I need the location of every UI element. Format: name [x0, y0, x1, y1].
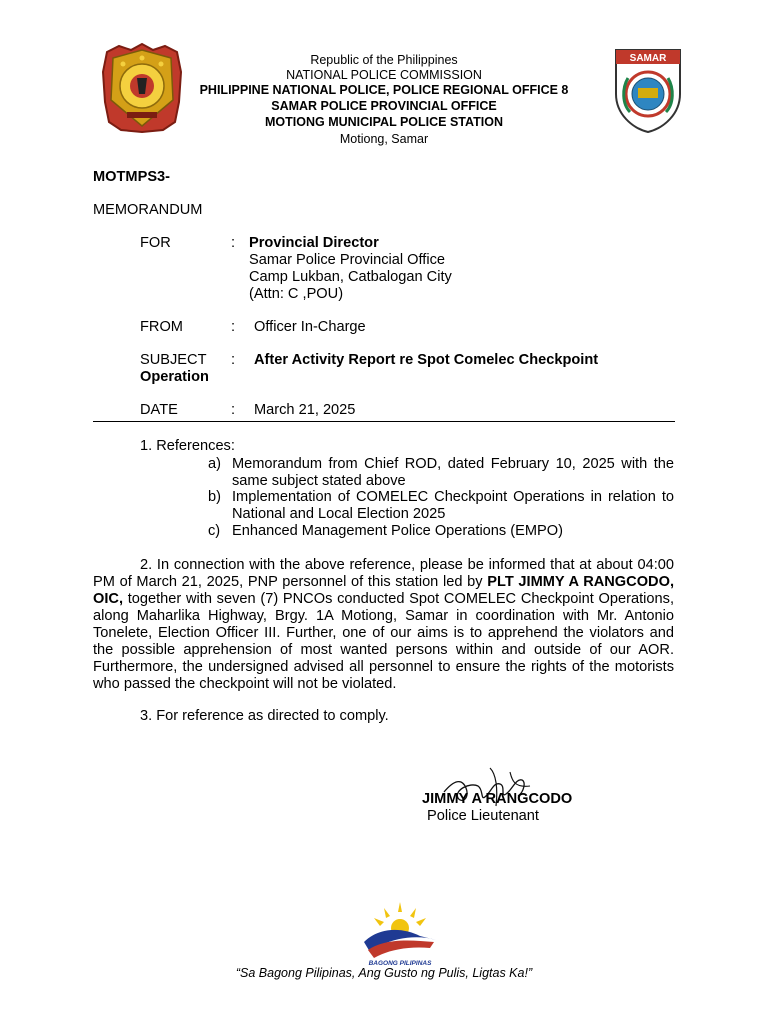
header-station: MOTIONG MUNICIPAL POLICE STATION [265, 115, 503, 129]
for-office: Samar Police Provincial Office [249, 252, 446, 268]
for-address: Camp Lukban, Catbalogan City [249, 269, 452, 285]
reference-item-b [208, 489, 674, 523]
reference-item-c [208, 523, 674, 540]
signatory-rank: Police Lieutenant [427, 808, 539, 824]
header-napolcom: NATIONAL POLICE COMMISSION [286, 68, 482, 82]
reference-text: Memorandum from Chief ROD, dated February 10, 2025 with the same subject stated above [232, 456, 674, 489]
bagong-pilipinas-logo [358, 898, 442, 968]
paragraph-2-officer: PLT JIMMY A RANGCODO, OIC, [93, 574, 674, 607]
samar-seal-logo [608, 48, 688, 134]
reference-text: Enhanced Management Police Operations (EMPO) [232, 523, 563, 539]
subject-label: SUBJECT [140, 352, 207, 368]
signatory-name: JIMMY A RANGCODO [422, 791, 573, 807]
subject-colon: : [231, 352, 236, 368]
header-location: Motiong, Samar [339, 132, 429, 146]
header-sppo: SAMAR POLICE PROVINCIAL OFFICE [271, 99, 497, 113]
paragraph-3: 3. For reference as directed to comply. [140, 708, 389, 724]
from-colon: : [231, 319, 236, 335]
header-republic: Republic of the Philippines [310, 53, 458, 67]
memo-code: MOTMPS3- [93, 169, 171, 185]
header-divider [93, 421, 675, 422]
from-label: FROM [140, 319, 183, 335]
reference-letter: b) [208, 489, 221, 505]
date-colon: : [231, 402, 236, 418]
from-value: Officer In-Charge [254, 319, 366, 335]
footer-motto: “Sa Bagong Pilipinas, Ang Gusto ng Pulis, Ligtas Ka!” [235, 966, 533, 980]
for-name: Provincial Director [249, 235, 379, 251]
reference-letter: c) [208, 523, 221, 539]
for-colon: : [231, 235, 236, 251]
header-pnp-pro8: PHILIPPINE NATIONAL POLICE, POLICE REGIONAL OFFICE 8 [199, 83, 569, 97]
reference-letter: a) [208, 456, 221, 472]
paragraph-2 [93, 557, 674, 693]
for-attention: (Attn: C ,POU) [249, 286, 344, 302]
svg-text:BAGONG PILIPINAS: BAGONG PILIPINAS [368, 960, 432, 967]
reference-text: Implementation of COMELEC Checkpoint Operations in relation to National and Local Election 2025 [232, 489, 674, 522]
subject-text-cont: Comelec Checkpoint [453, 352, 599, 368]
subject-value-line2: Operation [140, 369, 209, 385]
date-value: March 21, 2025 [254, 402, 356, 418]
paragraph-2-end: together with seven (7) PNCOs conducted Spot COMELEC Checkpoint Operations, along Maharlika Highway, Brgy. 1A Motiong, Samar in coordination with Mr. Antonio Tonelete, Election Officer III. Further, one of our aims is to apprehend the violators and the possible apprehension of most wanted persons within and outside of our AOR. Furthermore, the undersigned advised all personnel to ensure the rights of the motorists who passed the checkpoint will not be violated. [93, 591, 674, 692]
subject-text: After Activity Report re Spot [254, 352, 450, 368]
reference-item-a [208, 456, 674, 490]
for-label: FOR [140, 235, 171, 251]
date-label: DATE [140, 402, 178, 418]
memo-type: MEMORANDUM [93, 202, 203, 218]
subject-value [254, 352, 598, 369]
svg-text:SAMAR: SAMAR [629, 53, 667, 64]
for-addressee [249, 235, 452, 303]
references-intro: 1. References: [140, 438, 235, 454]
paragraph-2-start: 2. In connection with the above reference, please be informed that at about 04:00 PM of March 21, 2025, PNP personnel of this station led by [93, 557, 674, 590]
